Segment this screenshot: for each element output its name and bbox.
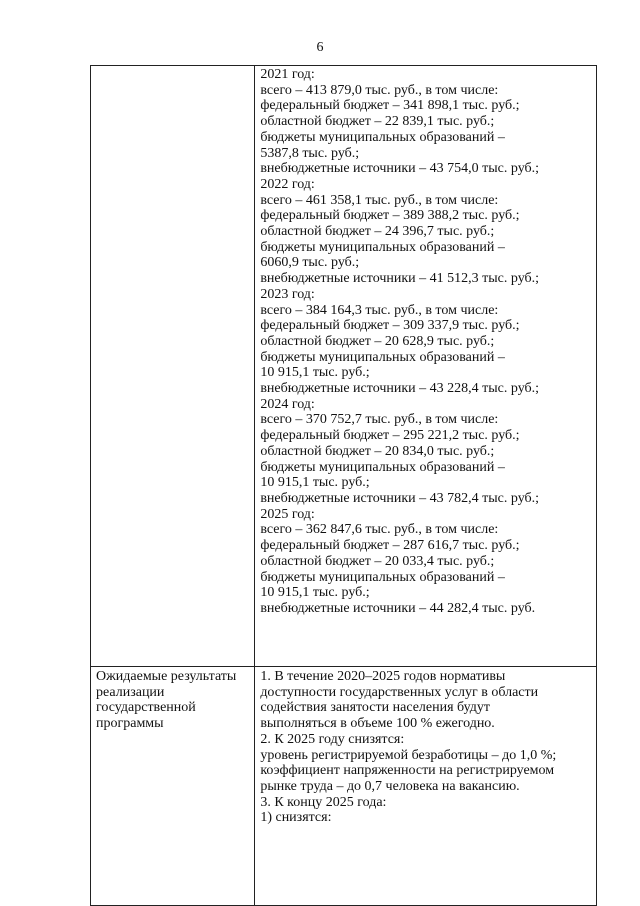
text-line: 10 915,1 тыс. руб.; (260, 365, 370, 381)
text-line: областной бюджет – 20 628,9 тыс. руб.; (260, 333, 495, 349)
text-line: федеральный бюджет – 309 337,9 тыс. руб.; (260, 318, 520, 334)
text-line: федеральный бюджет – 341 898,1 тыс. руб.; (260, 98, 520, 114)
text-line: всего – 384 164,3 тыс. руб., в том числе: (260, 302, 499, 318)
text-line: внебюджетные источники – 43 782,4 тыс. руб.; (260, 490, 540, 506)
text-line: всего – 362 847,6 тыс. руб., в том числе: (260, 522, 499, 538)
text-line: 1) снизятся: (260, 810, 332, 826)
text-line: Ожидаемые результаты (96, 669, 237, 684)
text-line: всего – 413 879,0 тыс. руб., в том числе: (260, 82, 499, 98)
text-line: федеральный бюджет – 389 388,2 тыс. руб.; (260, 208, 520, 224)
financing-label-cell (91, 66, 255, 667)
text-line: федеральный бюджет – 295 221,2 тыс. руб.; (260, 428, 520, 444)
program-passport-table (90, 65, 597, 906)
text-line: всего – 370 752,7 тыс. руб., в том числе: (260, 412, 499, 428)
text-line: 10 915,1 тыс. руб.; (260, 585, 370, 601)
text-line: реализации (96, 684, 165, 700)
table-row-financing (91, 66, 597, 667)
text-line: выполняться в объеме 100 % ежегодно. (260, 716, 495, 732)
text-line: областной бюджет – 24 396,7 тыс. руб.; (260, 224, 495, 240)
text-line: 6060,9 тыс. руб.; (260, 255, 360, 271)
text-line: 2025 год: (260, 506, 315, 522)
text-line: областной бюджет – 20 033,4 тыс. руб.; (260, 553, 495, 569)
text-line: 2021 год: (260, 67, 315, 82)
text-line: программы (96, 716, 164, 732)
text-line: внебюджетные источники – 43 754,0 тыс. руб.; (260, 161, 540, 177)
text-line: внебюджетные источники – 44 282,4 тыс. руб. (260, 600, 536, 616)
text-line: 2. К 2025 году снизятся: (260, 731, 405, 747)
text-line: бюджеты муниципальных образований – (260, 569, 505, 585)
text-line: 3. К концу 2025 года: (260, 794, 387, 810)
table-row-expected-results (91, 667, 597, 906)
expected-results-label-cell (91, 667, 255, 906)
expected-results-label (96, 669, 254, 732)
text-line: уровень регистрируемой безработицы – до 1,0 %; (260, 747, 557, 763)
text-line: 2023 год: (260, 286, 315, 302)
text-line: областной бюджет – 22 839,1 тыс. руб.; (260, 114, 495, 130)
text-line: содействия занятости населения будут (260, 700, 490, 716)
text-line: всего – 461 358,1 тыс. руб., в том числе: (260, 192, 499, 208)
text-line: бюджеты муниципальных образований – (260, 239, 505, 255)
text-line: 2022 год: (260, 176, 315, 192)
text-line: 2024 год: (260, 396, 315, 412)
expected-results-lines (260, 669, 596, 826)
text-line: коэффициент напряженности на регистрируемом (260, 763, 555, 779)
financing-values-cell (255, 66, 597, 667)
text-line: 10 915,1 тыс. руб.; (260, 475, 370, 491)
text-line: бюджеты муниципальных образований – (260, 129, 505, 145)
page-number: 6 (316, 40, 324, 55)
text-line: бюджеты муниципальных образований – (260, 459, 505, 475)
text-line: внебюджетные источники – 43 228,4 тыс. руб.; (260, 381, 540, 397)
text-line: бюджеты муниципальных образований – (260, 349, 505, 365)
text-line: доступности государственных услуг в области (260, 684, 539, 700)
text-line: 1. В течение 2020–2025 годов нормативы (260, 669, 506, 684)
text-line: федеральный бюджет – 287 616,7 тыс. руб.; (260, 538, 520, 554)
financing-lines (260, 66, 596, 617)
expected-results-values-cell (255, 667, 597, 906)
text-line: областной бюджет – 20 834,0 тыс. руб.; (260, 443, 495, 459)
text-line: внебюджетные источники – 41 512,3 тыс. руб.; (260, 271, 540, 287)
text-line: 5387,8 тыс. руб.; (260, 145, 360, 161)
text-line: государственной (96, 700, 196, 716)
text-line: рынке труда – до 0,7 человека на вакансию. (260, 778, 520, 794)
